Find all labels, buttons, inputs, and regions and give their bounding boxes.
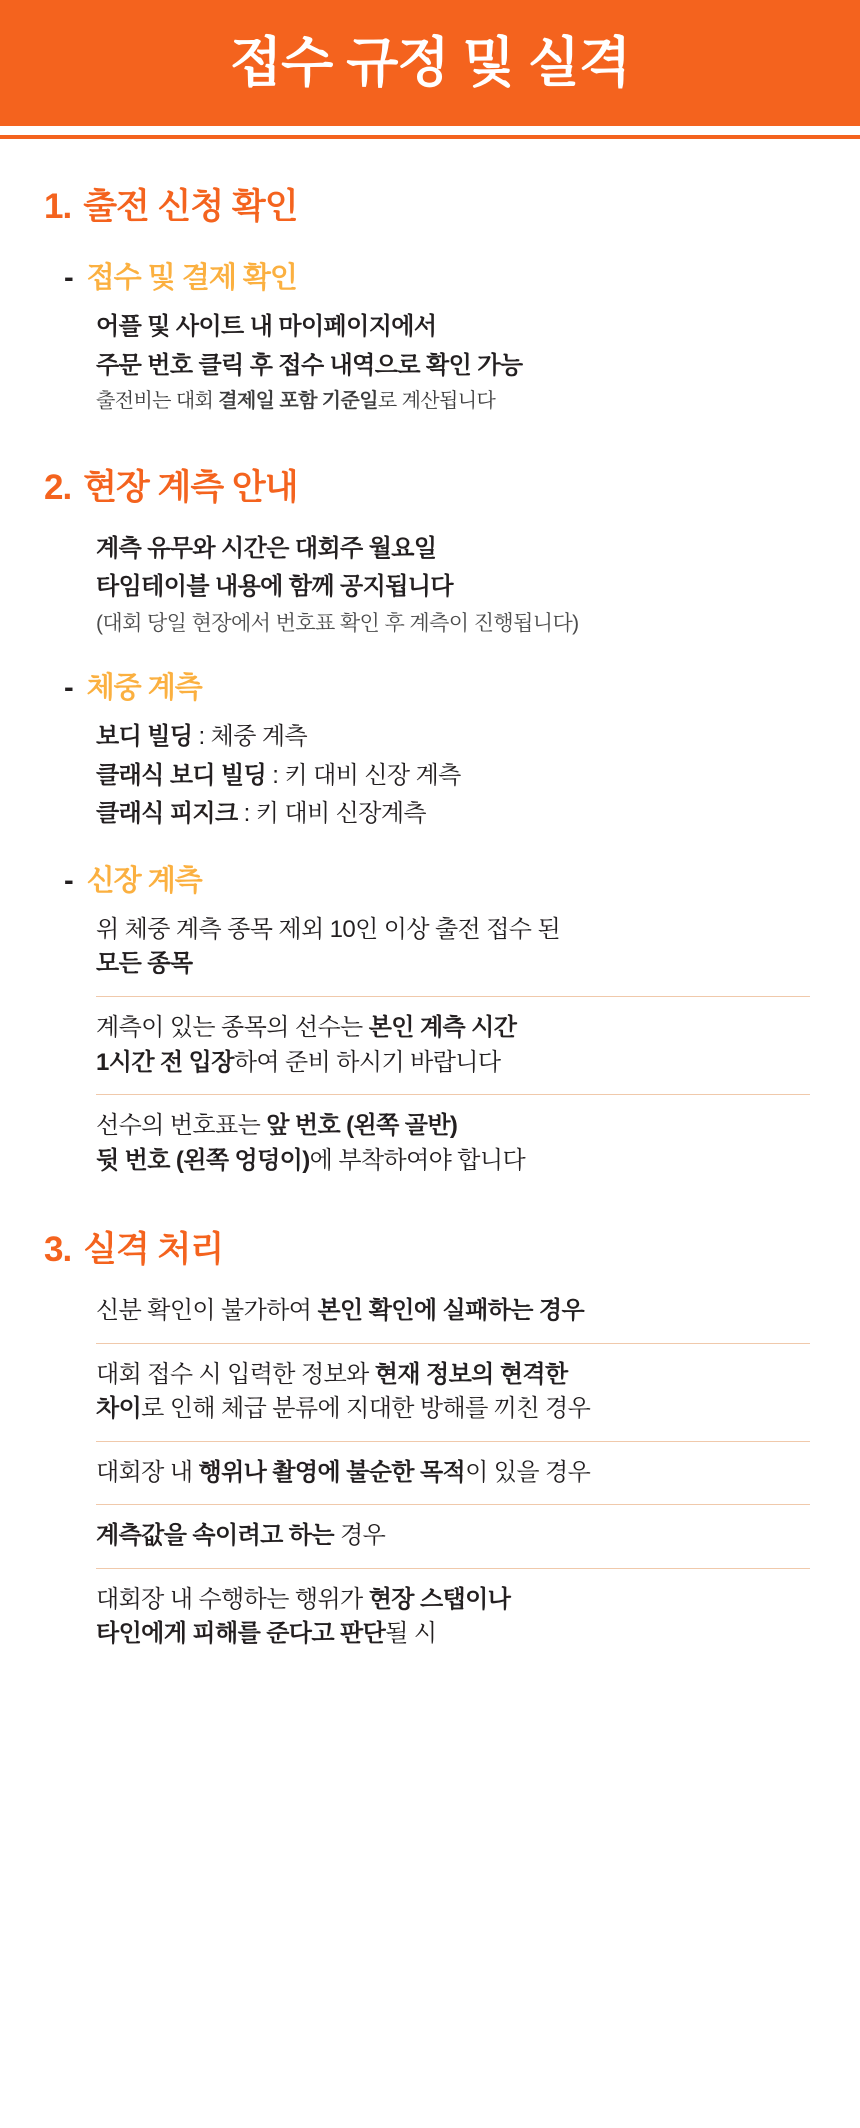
weight-item-3-label: 클래식 피지크 xyxy=(96,800,238,828)
weight-item-2-label: 클래식 보디 빌딩 xyxy=(96,761,267,789)
section-1-note-post: 로 계산됩니다 xyxy=(377,390,496,413)
header-divider xyxy=(0,135,860,139)
section-1-sub-title: 접수 및 결제 확인 xyxy=(86,262,297,294)
section-2-line-1: 계측 유무와 시간은 대회주 월요일 xyxy=(96,534,437,562)
weight-item-3-sep: : xyxy=(237,800,256,828)
section-1-heading xyxy=(44,179,816,229)
page-title: 접수 규정 및 실격 xyxy=(229,33,631,93)
body-text: 대회장 내 xyxy=(96,1458,199,1486)
section-1-line-2: 주문 번호 클릭 후 접수 내역으로 확인 가능 xyxy=(96,351,523,379)
height-row-2-line-1 xyxy=(96,1011,810,1046)
body-text: 신분 확인이 불가하여 xyxy=(96,1297,318,1325)
section-1-note xyxy=(96,387,810,416)
weight-item-1-value: 체중 계측 xyxy=(210,723,308,751)
disqualification-row xyxy=(96,1441,810,1491)
height-row-1-line-2: 모든 종목 xyxy=(96,950,193,978)
disqualification-row-line xyxy=(96,1583,810,1618)
emphasis-text: 타인에게 피해를 준다고 판단 xyxy=(96,1620,386,1648)
section-2 xyxy=(44,460,816,1178)
body-text: 대회장 내 수행하는 행위가 xyxy=(96,1585,369,1613)
section-2-heading xyxy=(44,460,816,510)
disqualification-row xyxy=(96,1294,810,1329)
disqualification-row xyxy=(96,1343,810,1427)
emphasis-text: 행위나 촬영에 불순한 목적 xyxy=(198,1458,466,1486)
section-1-note-pre: 출전비는 대회 xyxy=(96,390,219,413)
section-2-height-title: 신장 계측 xyxy=(86,864,202,897)
header-banner xyxy=(0,0,860,126)
section-2-weight-sub-heading xyxy=(64,665,816,706)
weight-item-1 xyxy=(96,720,810,755)
section-2-number: 2. xyxy=(44,467,72,507)
disqualification-row-line xyxy=(96,1617,810,1652)
height-row-2-bold-2: 1시간 전 입장 xyxy=(96,1048,234,1076)
section-3-heading xyxy=(44,1222,816,1272)
weight-item-2-value: 키 대비 신장 계측 xyxy=(284,761,461,789)
section-1-note-bold: 결제일 포함 기준일 xyxy=(218,390,378,413)
section-2-title: 현장 계측 안내 xyxy=(83,467,298,507)
disqualification-row-line xyxy=(96,1358,810,1393)
emphasis-text: 본인 확인에 실패하는 경우 xyxy=(317,1297,585,1325)
weight-item-1-sep: : xyxy=(192,723,211,751)
body-text: 로 인해 체급 분류에 지대한 방해를 끼친 경우 xyxy=(141,1395,591,1423)
height-row-2-line-2 xyxy=(96,1046,810,1081)
disqualification-row xyxy=(96,1504,810,1554)
height-row-2 xyxy=(96,996,810,1080)
section-3-number: 3. xyxy=(44,1230,72,1270)
body-text: 대회 접수 시 입력한 정보와 xyxy=(96,1360,375,1388)
emphasis-text: 차이 xyxy=(96,1395,142,1423)
section-2-line-2: 타임테이블 내용에 함께 공지됩니다 xyxy=(96,573,453,601)
height-row-3-line-2 xyxy=(96,1144,810,1179)
height-row-3-line-1 xyxy=(96,1109,810,1144)
emphasis-text: 현장 스탭이나 xyxy=(368,1585,511,1613)
section-1-body xyxy=(96,310,810,416)
section-1-number: 1. xyxy=(44,187,72,226)
section-1-title: 출전 신청 확인 xyxy=(83,187,298,226)
emphasis-text: 현재 정보의 현격한 xyxy=(374,1360,568,1388)
disqualification-row-line xyxy=(96,1456,810,1491)
section-1-line-1: 어플 및 사이트 내 마이페이지에서 xyxy=(96,313,437,340)
height-row-2-bold-1: 본인 계측 시간 xyxy=(368,1013,517,1041)
disqualification-row-line xyxy=(96,1294,810,1329)
section-1-sub-heading xyxy=(64,255,816,296)
height-row-3-bold-2: 뒷 번호 (왼쪽 엉덩이) xyxy=(96,1146,310,1174)
height-row-2-post: 하여 준비 하시기 바랍니다 xyxy=(233,1048,501,1076)
weight-item-3 xyxy=(96,797,810,832)
dash-marker-icon: - xyxy=(64,672,73,705)
section-1 xyxy=(44,179,816,416)
dash-marker-icon: - xyxy=(64,262,73,294)
section-2-height-sub-heading xyxy=(64,858,816,899)
weight-item-3-value: 키 대비 신장계측 xyxy=(255,800,427,828)
height-row-1 xyxy=(96,913,810,982)
section-2-weight-title: 체중 계측 xyxy=(86,672,202,705)
body-text: 경우 xyxy=(333,1522,386,1550)
section-2-paren-note: (대회 당일 현장에서 번호표 확인 후 계측이 진행됩니다) xyxy=(96,611,579,635)
content-area xyxy=(0,179,860,1692)
height-row-3 xyxy=(96,1094,810,1178)
section-3-title: 실격 처리 xyxy=(83,1230,224,1270)
disqualification-row xyxy=(96,1568,810,1652)
height-row-2-pre: 계측이 있는 종목의 선수는 xyxy=(96,1013,369,1041)
dash-marker-icon: - xyxy=(64,864,73,897)
section-3-rows xyxy=(96,1294,810,1652)
weight-item-1-label: 보디 빌딩 xyxy=(96,723,193,751)
emphasis-text: 계측값을 속이려고 하는 xyxy=(96,1522,334,1550)
section-2-weight-list xyxy=(96,720,810,832)
disqualification-row-line xyxy=(96,1392,810,1427)
disqualification-row-line xyxy=(96,1519,810,1554)
body-text: 될 시 xyxy=(385,1620,437,1648)
section-3 xyxy=(44,1222,816,1652)
height-row-3-post: 에 부착하여야 합니다 xyxy=(309,1146,526,1174)
height-row-1-line-1: 위 체중 계측 종목 제외 10인 이상 출전 접수 된 xyxy=(96,915,561,943)
section-2-intro xyxy=(96,532,810,639)
section-2-height-list xyxy=(96,913,810,1178)
height-row-3-bold-1: 앞 번호 (왼쪽 골반) xyxy=(266,1112,458,1140)
height-row-3-pre: 선수의 번호표는 xyxy=(96,1112,267,1140)
weight-item-2-sep: : xyxy=(266,761,285,789)
body-text: 이 있을 경우 xyxy=(465,1458,591,1486)
weight-item-2 xyxy=(96,759,810,794)
